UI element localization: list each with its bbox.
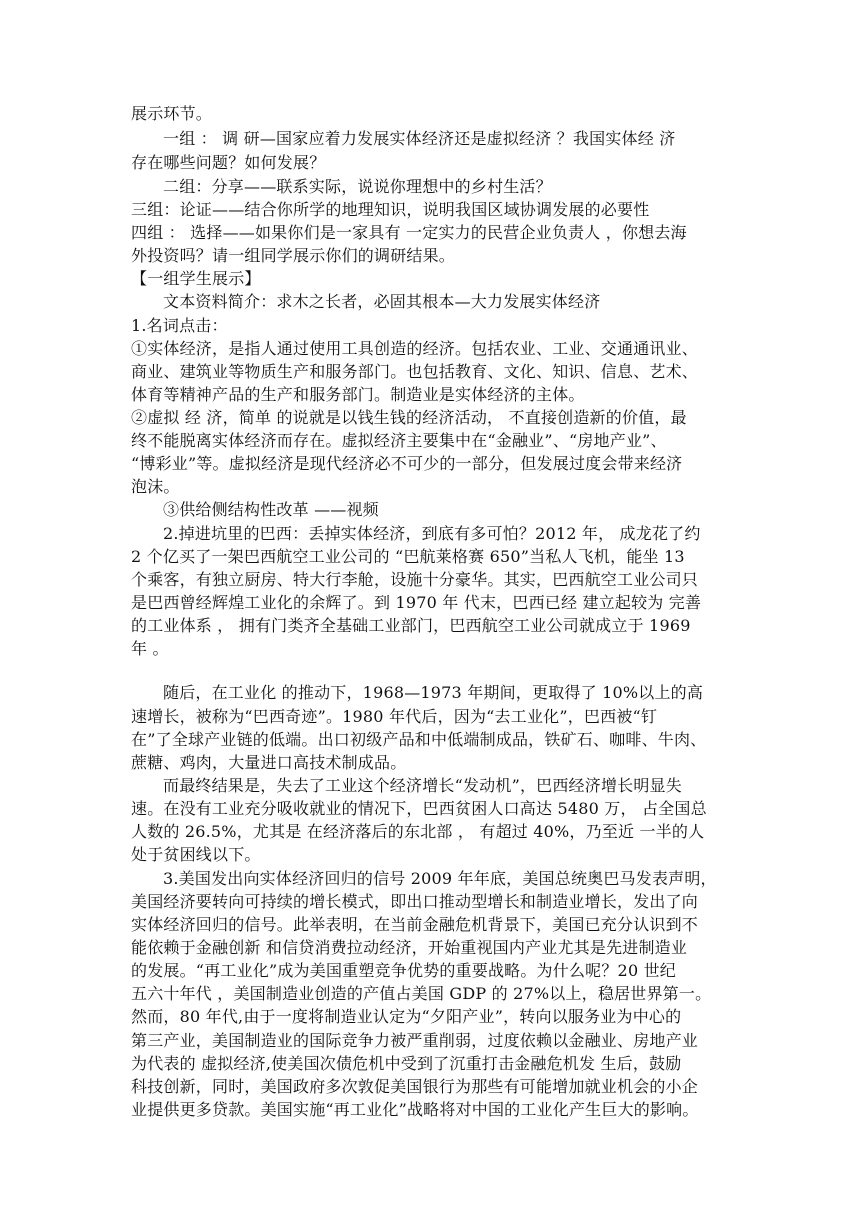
text-line: 泡沫。 (131, 477, 180, 496)
text-line: 的工业体系 ， 拥有门类齐全基础工业部门，巴西航空工业公司就成立于 1969 (131, 616, 691, 635)
text-line: 展示环节。 (131, 104, 213, 123)
text-line: 的发展。“再工业化”成为美国重塑竞争优势的重要战略。为什么呢？20 世纪 (131, 961, 677, 980)
text-line: 人数的 26.5%，尤其是 在经济落后的东北部 ， 有超过 40%，乃至近 一半的人 (131, 822, 705, 841)
text-line: 蔗糖、鸡肉，大量进口高技术制成品。 (131, 753, 407, 772)
text-line: 2 个亿买了一架巴西航空工业公司的 “巴航莱格赛 650”当私人飞机，能坐 13 (131, 547, 685, 566)
text-line: ②虚拟 经 济，简单 的说就是以钱生钱的经济活动， 不直接创造新的价值，最 (131, 408, 687, 427)
text-line: 速。在没有工业充分吸收就业的情况下，巴西贫困人口高达 5480 万， 占全国总 (131, 799, 707, 818)
text-line: 年 。 (131, 639, 169, 658)
text-line: 商业、建筑业等物质生产和服务部门。也包括教育、文化、知识、信息、艺术、 (131, 362, 699, 381)
text-line: 三组：论证——结合你所学的地理知识，说明我国区域协调发展的必要性 (131, 200, 650, 219)
text-line: 业提供更多贷款。美国实施“再工业化”战略将对中国的工业化产生巨大的影响。 (131, 1100, 699, 1119)
text-line: 3.美国发出向实体经济回归的信号 2009 年年底，美国总统奥巴马发表声明， (163, 869, 717, 888)
text-line: 1.名词点击： (131, 316, 228, 335)
text-line: 二组：分享——联系实际，说说你理想中的乡村生活？ (163, 177, 552, 196)
text-line: “博彩业”等。虚拟经济是现代经济必不可少的一部分，但发展过度会带来经济 (131, 454, 683, 473)
text-line: 是巴西曾经辉煌工业化的余辉了。到 1970 年 代末，巴西已经 建立起较为 完善 (131, 593, 702, 612)
text-line: 存在哪些问题？如何发展？ (131, 153, 326, 172)
text-line: 第三产业，美国制造业的国际竞争力被严重削弱，过度依赖以金融业、房地产业 (131, 1031, 699, 1050)
text-line: 体育等精神产品的生产和服务部门。制造业是实体经济的主体。 (131, 385, 585, 404)
text-line: 个乘客，有独立厨房、特大行李舱，设施十分豪华。其实，巴西航空工业公司只 (131, 570, 699, 589)
text-line: 随后，在工业化 的推动下，1968—1973 年期间，更取得了 10%以上的高 (163, 683, 704, 702)
text-line: 五六十年代 ，美国制造业创造的产值占美国 GDP 的 27%以上，稳居世界第一。 (131, 984, 712, 1003)
text-line: 四组 ： 选择——如果你们是一家具有 一定实力的民营企业负责人 ，你想去海 (131, 223, 687, 242)
text-line: 为代表的 虚拟经济,使美国次债危机中受到了沉重打击金融危机发 生后，鼓励 (131, 1054, 682, 1073)
text-line: 处于贫困线以下。 (131, 845, 261, 864)
text-line: ①实体经济，是指人通过使用工具创造的经济。包括农业、工业、交通通讯业、 (131, 339, 699, 358)
text-line: ③供给侧结构性改革 ——视频 (163, 500, 379, 519)
text-line: 一组 ： 调 研—国家应着力发展实体经济还是虚拟经济 ？我国实体经 济 (163, 129, 676, 148)
text-line: 文本资料简介：求木之长者，必固其根本—大力发展实体经济 (163, 292, 601, 311)
text-line: 速增长，被称为“巴西奇迹”。1980 年代后，因为“去工业化”，巴西被“钉 (131, 707, 658, 726)
text-line: 外投资吗？请一组同学展示你们的调研结果。 (131, 246, 456, 265)
text-line: 而最终结果是，失去了工业这个经济增长“发动机”，巴西经济增长明显失 (163, 776, 682, 795)
text-line: 实体经济回归的信号。此举表明，在当前金融危机背景下，美国已充分认识到不 (131, 915, 699, 934)
text-line: 美国经济要转向可持续的增长模式，即出口推动型增长和制造业增长，发出了向 (131, 892, 699, 911)
text-line: 能依赖于金融创新 和信贷消费拉动经济，开始重视国内产业尤其是先进制造业 (131, 938, 688, 957)
text-line: 2.掉进坑里的巴西：丢掉实体经济，到底有多可怕？2012 年， 成龙花了约 (163, 524, 701, 543)
text-line: 终不能脱离实体经济而存在。虚拟经济主要集中在“金融业”、“房地产业”、 (131, 431, 667, 450)
text-line: 科技创新，同时，美国政府多次敦促美国银行为那些有可能增加就业机会的小企 (131, 1077, 699, 1096)
text-line: 在”了全球产业链的低端。出口初级产品和中低端制成品，铁矿石、咖啡、牛肉、 (131, 730, 707, 749)
section-heading: 【一组学生展示】 (131, 269, 261, 288)
text-line: 然而，80 年代,由于一度将制造业认定为“夕阳产业”，转向以服务业为中心的 (131, 1007, 682, 1026)
